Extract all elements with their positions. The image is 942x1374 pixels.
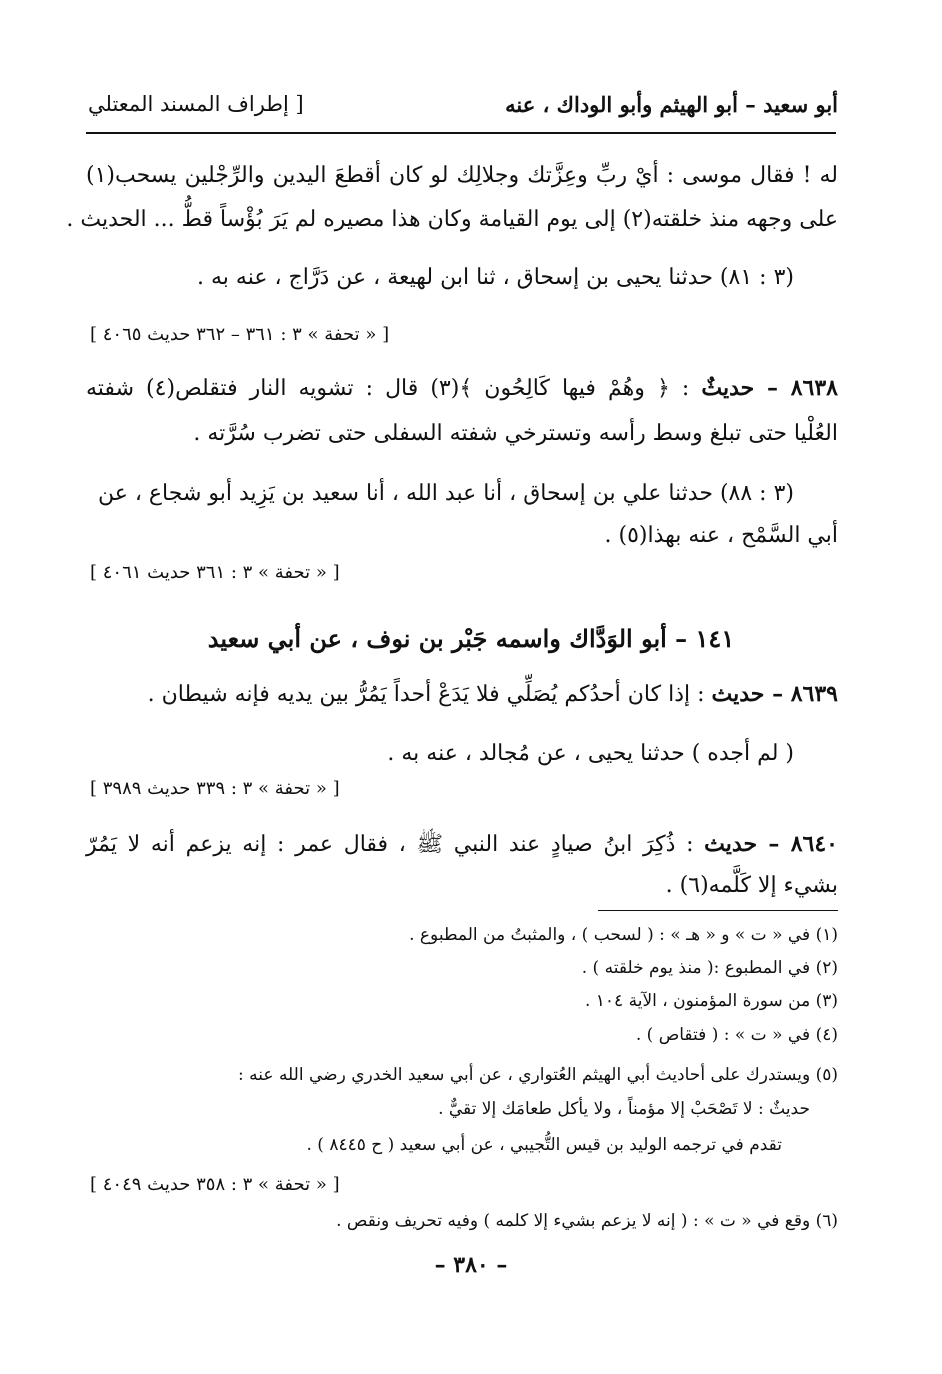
footnote-5-note: تقدم في ترجمه الوليد بن قيس التُّجيبي ، عن أبي سعيد ( ح ٨٤٤٥ ) . — [306, 1135, 782, 1155]
hadith-8640-number: ٨٦٤٠ – حديث — [704, 831, 838, 857]
hadith-8638-line-2: العُلْيا حتى تبلغ وسط رأسه وتسترخي شفته السفلى حتى تضرب سُرَّته . — [193, 421, 838, 446]
tuhfa-reference-2: [ « تحفة » ٣ : ٣٦١ حديث ٤٠٦١ ] — [90, 562, 340, 583]
tuhfa-reference-3: [ « تحفة » ٣ : ٣٣٩ حديث ٣٩٨٩ ] — [90, 778, 340, 799]
footnote-4: (٤) في « ت » : ( فتقاص ) . — [635, 1025, 838, 1045]
hadith-8638-number: ٨٦٣٨ – حديثٌ — [701, 375, 838, 401]
footnote-rule — [598, 910, 838, 911]
section-title: ١٤١ – أبو الوَدَّاك واسمه جَبْر بن نوف ، عن أبي سعيد — [207, 624, 735, 653]
hadith-8638-line-1 — [86, 372, 838, 405]
hadith-8639-number: ٨٦٣٩ – حديث — [711, 681, 838, 707]
text-line-2: على وجهه منذ خلقته(٢) إلى يوم القيامة وكان هذا مصيره لم يَرَ بُؤْساً قطُّ ... الحديث . — [66, 207, 838, 232]
footnote-5-reference: [ « تحفة » ٣ : ٣٥٨ حديث ٤٠٤٩ ] — [90, 1174, 340, 1195]
footnote-2: (٢) في المطبوع :( منذ يوم خلقته ) . — [581, 958, 838, 978]
chain-line-3: أبي السَّمْح ، عنه بهذا(٥) . — [604, 523, 838, 548]
footnote-5: (٥) ويستدرك على أحاديث أبي الهيثم العُتواري ، عن أبي سعيد الخدري رضي الله عنه : — [238, 1065, 838, 1085]
chain-line-2: (٣ : ٨٨) حدثنا علي بن إسحاق ، أنا عبد الله ، أنا سعيد بن يَزِيد أبو شجاع ، عن — [97, 481, 794, 506]
page-number: – ٣٨٠ – — [434, 1252, 508, 1278]
footnote-3: (٣) من سورة المؤمنون ، الآية ١٠٤ . — [584, 991, 838, 1011]
hadith-8640-line-1 — [86, 828, 838, 861]
footnote-6: (٦) وقع في « ت » : ( إنه لا يزعم بشيء إلا كلمه ) وفيه تحريف ونقص . — [336, 1211, 838, 1231]
footnote-5-hadith: حديثٌ : لا تَصْحَبْ إلا مؤمناً ، ولا يأكل طعامَك إلا تقيٌّ . — [438, 1099, 810, 1119]
running-header-book: [ إطراف المسند المعتلي — [88, 92, 304, 116]
hadith-8640-line-2: بشيء إلا كَلَّمه(٦) . — [665, 873, 838, 898]
text-line-1: له ! فقال موسى : أيْ ربِّ وعِزَّتك وجلالِك لو كان أقطعَ اليدين والرِّجْلين يسحب(١) — [86, 163, 838, 188]
footnote-1: (١) في « ت » و « هـ » : ( لسحب ) ، والمثبتُ من المطبوع . — [409, 925, 838, 945]
header-rule — [86, 132, 836, 134]
hadith-8640-text-1: : ذُكِرَ ابنُ صيادٍ عند النبي ﷺ ، فقال عمر : إنه يزعم أنه لا يَمُرّ — [86, 832, 694, 857]
tuhfa-reference-1: [ « تحفة » ٣ : ٣٦١ – ٣٦٢ حديث ٤٠٦٥ ] — [90, 324, 390, 345]
hadith-8638-text-1: : ﴿ وهُمْ فيها كَالِحُون ﴾(٣) قال : تشويه النار فتقلص(٤) شفته — [86, 376, 690, 401]
running-header-title: أبو سعيد – أبو الهيثم وأبو الوداك ، عنه — [505, 92, 838, 117]
chain-line-1: (٣ : ٨١) حدثنا يحيى بن إسحاق ، ثنا ابن لهيعة ، عن دَرَّاج ، عنه به . — [197, 265, 794, 290]
chain-line-4: ( لم أجده ) حدثنا يحيى ، عن مُجالد ، عنه به . — [387, 741, 794, 766]
hadith-8639-line-1 — [148, 678, 838, 711]
hadith-8639-text-1: : إذا كان أحدُكم يُصَلِّي فلا يَدَعْ أحداً يَمُرُّ بين يديه فإنه شيطان . — [147, 682, 705, 707]
